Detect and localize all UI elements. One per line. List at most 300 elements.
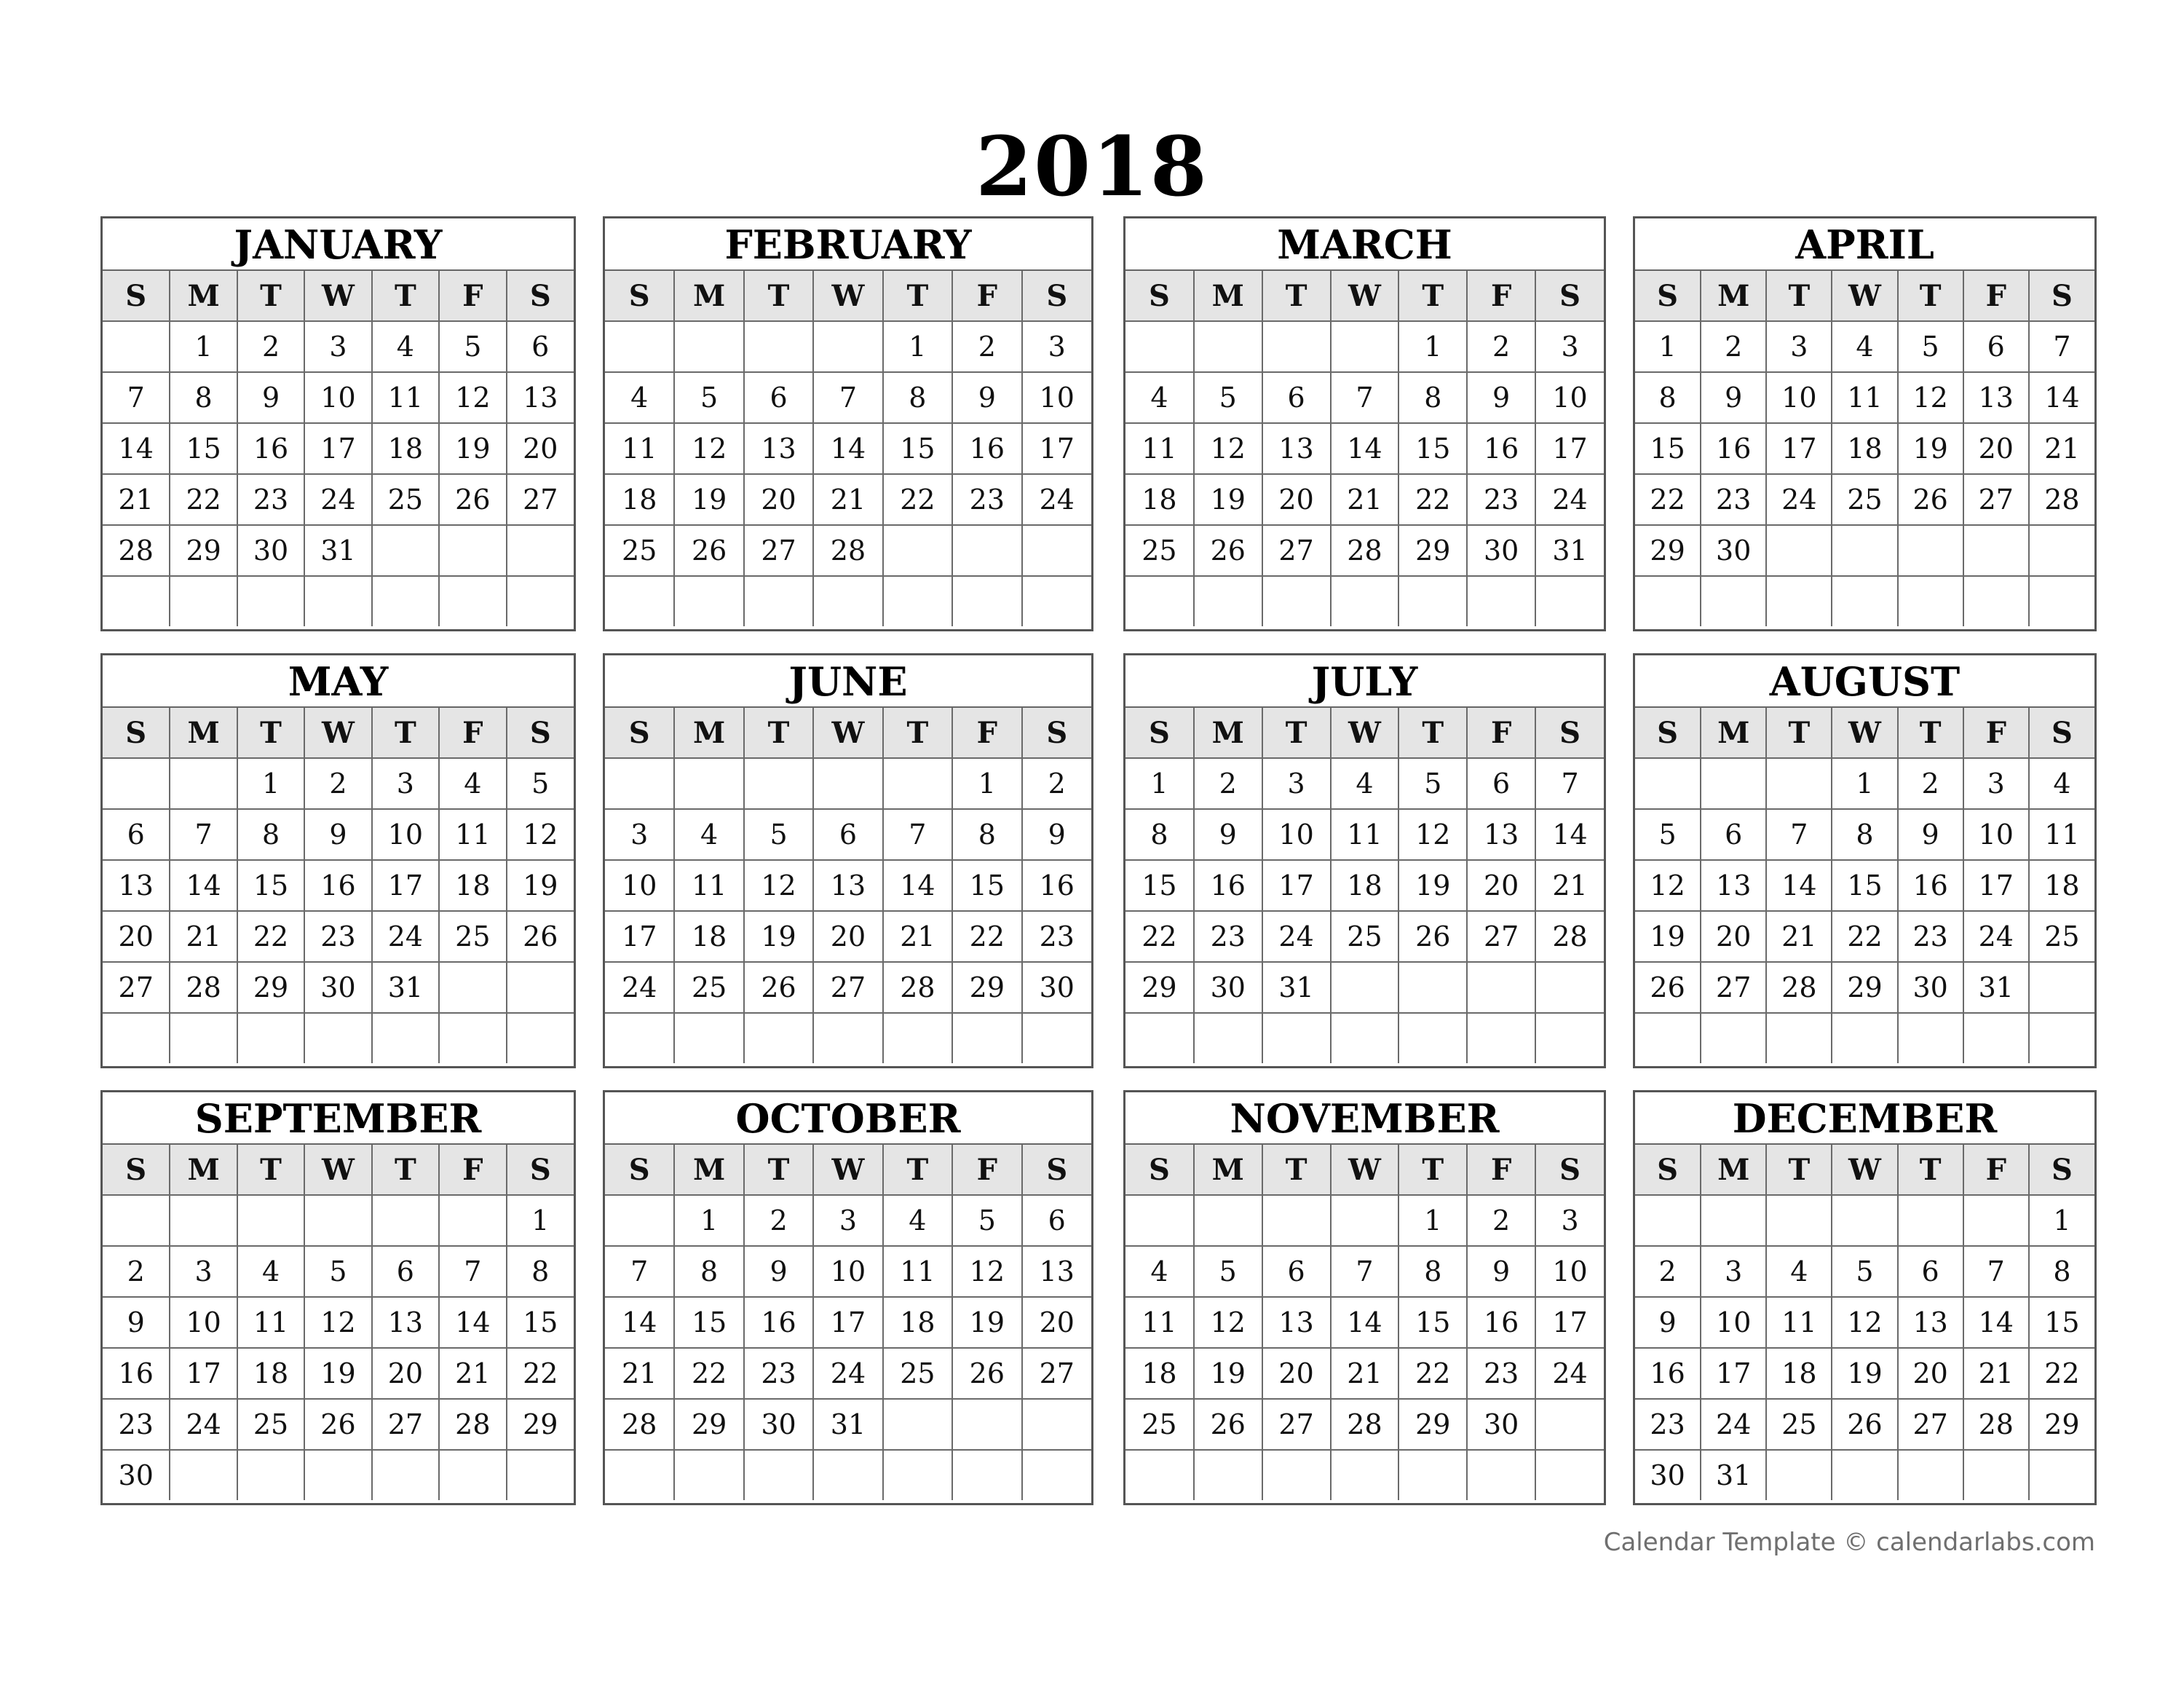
- weekday-header-row: [1635, 1145, 2094, 1195]
- weekday-label: F: [1467, 1145, 1535, 1195]
- weekday-label: M: [1701, 271, 1766, 321]
- day-cell: 27: [372, 1399, 439, 1450]
- week-row: [605, 860, 1091, 911]
- day-cell: 24: [1262, 911, 1331, 962]
- day-cell: 17: [372, 860, 439, 911]
- day-cell: 13: [372, 1297, 439, 1348]
- day-cell: [372, 576, 439, 626]
- day-cell: 4: [1766, 1246, 1832, 1297]
- weekday-label: T: [372, 708, 439, 758]
- day-cell: 15: [883, 423, 952, 474]
- week-row: [1125, 911, 1604, 962]
- day-cell: 2: [1022, 758, 1091, 809]
- day-cell: 29: [507, 1399, 574, 1450]
- day-cell: 1: [2029, 1195, 2094, 1246]
- month-august: [1633, 653, 2097, 1068]
- day-cell: 31: [372, 962, 439, 1013]
- week-row: [605, 962, 1091, 1013]
- day-cell: 7: [1331, 372, 1399, 423]
- weekday-label: T: [883, 1145, 952, 1195]
- day-cell: 25: [605, 525, 674, 576]
- weekday-label: S: [103, 708, 170, 758]
- month-days-table: [1635, 271, 2094, 626]
- day-cell: [813, 758, 882, 809]
- day-cell: [1125, 576, 1194, 626]
- day-cell: [1022, 1399, 1091, 1450]
- day-cell: [813, 1450, 882, 1500]
- day-cell: 14: [813, 423, 882, 474]
- weekday-label: W: [304, 271, 371, 321]
- day-cell: 24: [1535, 474, 1604, 525]
- month-april: [1633, 216, 2097, 631]
- week-row: [605, 1348, 1091, 1399]
- day-cell: [605, 1195, 674, 1246]
- month-name: OCTOBER: [605, 1092, 1091, 1145]
- weekday-label: T: [744, 1145, 813, 1195]
- day-cell: 27: [813, 962, 882, 1013]
- day-cell: 17: [1766, 423, 1832, 474]
- week-row: [605, 423, 1091, 474]
- week-row: [1125, 474, 1604, 525]
- day-cell: 28: [813, 525, 882, 576]
- weekday-label: T: [1398, 271, 1467, 321]
- weekday-label: F: [952, 708, 1021, 758]
- day-cell: 6: [1701, 809, 1766, 860]
- day-cell: 3: [1766, 321, 1832, 372]
- day-cell: [1194, 576, 1262, 626]
- day-cell: [674, 321, 743, 372]
- day-cell: [1963, 576, 2029, 626]
- day-cell: 8: [952, 809, 1021, 860]
- day-cell: 22: [170, 474, 237, 525]
- weekday-label: F: [952, 271, 1021, 321]
- day-cell: 8: [507, 1246, 574, 1297]
- day-cell: 14: [103, 423, 170, 474]
- day-cell: 2: [304, 758, 371, 809]
- day-cell: 17: [1963, 860, 2029, 911]
- day-cell: 15: [507, 1297, 574, 1348]
- day-cell: 12: [507, 809, 574, 860]
- day-cell: [1331, 1013, 1399, 1063]
- day-cell: [1331, 962, 1399, 1013]
- day-cell: 23: [1701, 474, 1766, 525]
- year-title: 2018: [976, 119, 1208, 215]
- day-cell: [1262, 1450, 1331, 1500]
- day-cell: [1467, 1450, 1535, 1500]
- day-cell: 28: [883, 962, 952, 1013]
- weekday-label: T: [237, 271, 304, 321]
- day-cell: [674, 1450, 743, 1500]
- day-cell: 3: [1701, 1246, 1766, 1297]
- day-cell: 23: [103, 1399, 170, 1450]
- day-cell: 4: [605, 372, 674, 423]
- day-cell: 15: [1398, 423, 1467, 474]
- week-row: [103, 525, 574, 576]
- day-cell: 13: [1262, 1297, 1331, 1348]
- day-cell: 29: [2029, 1399, 2094, 1450]
- day-cell: [1766, 576, 1832, 626]
- day-cell: 4: [1125, 372, 1194, 423]
- day-cell: [952, 1013, 1021, 1063]
- week-row: [1125, 1348, 1604, 1399]
- day-cell: 21: [883, 911, 952, 962]
- month-november: [1123, 1090, 1606, 1505]
- day-cell: [674, 758, 743, 809]
- day-cell: 29: [1398, 525, 1467, 576]
- day-cell: [744, 1013, 813, 1063]
- weekday-label: M: [1701, 708, 1766, 758]
- day-cell: 18: [1125, 474, 1194, 525]
- week-row: [1635, 1297, 2094, 1348]
- weekday-label: S: [1022, 271, 1091, 321]
- day-cell: 8: [170, 372, 237, 423]
- week-row: [605, 758, 1091, 809]
- day-cell: 22: [1832, 911, 1897, 962]
- day-cell: [1022, 576, 1091, 626]
- day-cell: 6: [1262, 372, 1331, 423]
- day-cell: 18: [1832, 423, 1897, 474]
- day-cell: 28: [170, 962, 237, 1013]
- day-cell: 10: [1963, 809, 2029, 860]
- day-cell: [605, 1013, 674, 1063]
- week-row: [605, 1195, 1091, 1246]
- day-cell: 29: [1125, 962, 1194, 1013]
- day-cell: [304, 1195, 371, 1246]
- day-cell: [1832, 525, 1897, 576]
- day-cell: 29: [170, 525, 237, 576]
- day-cell: [1535, 962, 1604, 1013]
- day-cell: 20: [1701, 911, 1766, 962]
- day-cell: [952, 576, 1021, 626]
- day-cell: 28: [2029, 474, 2094, 525]
- day-cell: [237, 1195, 304, 1246]
- week-row: [1125, 1450, 1604, 1500]
- day-cell: [1194, 1450, 1262, 1500]
- day-cell: [1766, 1450, 1832, 1500]
- day-cell: 8: [2029, 1246, 2094, 1297]
- week-row: [103, 1348, 574, 1399]
- day-cell: [1832, 1195, 1897, 1246]
- day-cell: 1: [507, 1195, 574, 1246]
- day-cell: 5: [1398, 758, 1467, 809]
- day-cell: 15: [237, 860, 304, 911]
- day-cell: 30: [1635, 1450, 1701, 1500]
- day-cell: 26: [1398, 911, 1467, 962]
- day-cell: 11: [237, 1297, 304, 1348]
- weekday-label: M: [674, 708, 743, 758]
- weekday-label: T: [744, 708, 813, 758]
- day-cell: 31: [1701, 1450, 1766, 1500]
- weekday-label: F: [952, 1145, 1021, 1195]
- day-cell: 14: [1331, 423, 1399, 474]
- day-cell: [1194, 321, 1262, 372]
- weekday-header-row: [1125, 271, 1604, 321]
- weekday-label: F: [439, 271, 506, 321]
- day-cell: 27: [103, 962, 170, 1013]
- day-cell: 25: [372, 474, 439, 525]
- day-cell: 6: [1262, 1246, 1331, 1297]
- day-cell: 7: [1331, 1246, 1399, 1297]
- day-cell: [237, 1013, 304, 1063]
- weekday-label: S: [1125, 708, 1194, 758]
- day-cell: [1635, 576, 1701, 626]
- day-cell: 9: [1467, 1246, 1535, 1297]
- day-cell: [1262, 321, 1331, 372]
- day-cell: 28: [1331, 525, 1399, 576]
- day-cell: [507, 576, 574, 626]
- day-cell: [744, 576, 813, 626]
- day-cell: 16: [952, 423, 1021, 474]
- week-row: [1635, 1450, 2094, 1500]
- day-cell: 5: [1635, 809, 1701, 860]
- day-cell: [1125, 1450, 1194, 1500]
- day-cell: 4: [237, 1246, 304, 1297]
- day-cell: 23: [744, 1348, 813, 1399]
- day-cell: [372, 525, 439, 576]
- day-cell: 3: [170, 1246, 237, 1297]
- day-cell: 16: [103, 1348, 170, 1399]
- weekday-label: S: [605, 1145, 674, 1195]
- day-cell: 21: [1331, 474, 1399, 525]
- day-cell: 6: [507, 321, 574, 372]
- week-row: [1125, 860, 1604, 911]
- day-cell: 14: [2029, 372, 2094, 423]
- day-cell: 22: [883, 474, 952, 525]
- day-cell: 15: [1398, 1297, 1467, 1348]
- weekday-label: S: [1022, 708, 1091, 758]
- day-cell: [1262, 1195, 1331, 1246]
- day-cell: [1898, 1013, 1963, 1063]
- week-row: [605, 1246, 1091, 1297]
- day-cell: 5: [1194, 1246, 1262, 1297]
- day-cell: 10: [170, 1297, 237, 1348]
- day-cell: [1635, 1195, 1701, 1246]
- week-row: [103, 1013, 574, 1063]
- day-cell: 10: [605, 860, 674, 911]
- day-cell: 5: [744, 809, 813, 860]
- day-cell: 20: [1963, 423, 2029, 474]
- month-february: [603, 216, 1093, 631]
- day-cell: 25: [237, 1399, 304, 1450]
- week-row: [103, 962, 574, 1013]
- day-cell: 21: [2029, 423, 2094, 474]
- month-name: FEBRUARY: [605, 218, 1091, 271]
- weekday-label: S: [1635, 708, 1701, 758]
- month-name: MAY: [103, 655, 574, 708]
- weekday-label: M: [1194, 271, 1262, 321]
- day-cell: [1701, 1013, 1766, 1063]
- day-cell: 6: [1963, 321, 2029, 372]
- day-cell: 11: [372, 372, 439, 423]
- day-cell: 30: [304, 962, 371, 1013]
- weekday-label: F: [1467, 271, 1535, 321]
- day-cell: [1535, 1399, 1604, 1450]
- day-cell: 9: [1635, 1297, 1701, 1348]
- week-row: [605, 809, 1091, 860]
- weekday-label: F: [1467, 708, 1535, 758]
- day-cell: 25: [674, 962, 743, 1013]
- day-cell: 13: [744, 423, 813, 474]
- day-cell: 16: [1701, 423, 1766, 474]
- weekday-label: T: [237, 1145, 304, 1195]
- day-cell: 28: [1963, 1399, 2029, 1450]
- day-cell: 23: [237, 474, 304, 525]
- weekday-label: S: [507, 708, 574, 758]
- day-cell: 10: [1022, 372, 1091, 423]
- day-cell: 17: [1022, 423, 1091, 474]
- month-days-table: [1635, 708, 2094, 1063]
- day-cell: 6: [1898, 1246, 1963, 1297]
- day-cell: 2: [1898, 758, 1963, 809]
- day-cell: 24: [372, 911, 439, 962]
- day-cell: 13: [1467, 809, 1535, 860]
- day-cell: [507, 1013, 574, 1063]
- day-cell: [1832, 1013, 1897, 1063]
- day-cell: 25: [439, 911, 506, 962]
- day-cell: [883, 576, 952, 626]
- week-row: [1125, 809, 1604, 860]
- day-cell: 31: [1535, 525, 1604, 576]
- day-cell: [372, 1013, 439, 1063]
- day-cell: 3: [1535, 321, 1604, 372]
- day-cell: 23: [1467, 1348, 1535, 1399]
- day-cell: 24: [813, 1348, 882, 1399]
- day-cell: [439, 1013, 506, 1063]
- day-cell: [2029, 1013, 2094, 1063]
- day-cell: 2: [1194, 758, 1262, 809]
- day-cell: 29: [674, 1399, 743, 1450]
- day-cell: 19: [1832, 1348, 1897, 1399]
- day-cell: 30: [237, 525, 304, 576]
- day-cell: 30: [1701, 525, 1766, 576]
- weekday-label: T: [1766, 271, 1832, 321]
- day-cell: 9: [304, 809, 371, 860]
- day-cell: [1898, 576, 1963, 626]
- day-cell: 1: [1832, 758, 1897, 809]
- day-cell: 7: [813, 372, 882, 423]
- day-cell: 21: [439, 1348, 506, 1399]
- month-name: MARCH: [1125, 218, 1604, 271]
- weekday-label: T: [1898, 271, 1963, 321]
- weekday-label: M: [170, 1145, 237, 1195]
- day-cell: 13: [1963, 372, 2029, 423]
- day-cell: 19: [674, 474, 743, 525]
- day-cell: 18: [674, 911, 743, 962]
- day-cell: 9: [103, 1297, 170, 1348]
- week-row: [1125, 1195, 1604, 1246]
- day-cell: 5: [674, 372, 743, 423]
- weekday-label: T: [372, 1145, 439, 1195]
- day-cell: [813, 576, 882, 626]
- day-cell: 14: [605, 1297, 674, 1348]
- day-cell: [170, 1450, 237, 1500]
- day-cell: 10: [372, 809, 439, 860]
- day-cell: 11: [1331, 809, 1399, 860]
- day-cell: 25: [1766, 1399, 1832, 1450]
- day-cell: 7: [2029, 321, 2094, 372]
- day-cell: 31: [813, 1399, 882, 1450]
- week-row: [103, 474, 574, 525]
- week-row: [103, 423, 574, 474]
- day-cell: 13: [813, 860, 882, 911]
- day-cell: 18: [1766, 1348, 1832, 1399]
- day-cell: 21: [1766, 911, 1832, 962]
- day-cell: 27: [1262, 525, 1331, 576]
- day-cell: 11: [1766, 1297, 1832, 1348]
- day-cell: [674, 576, 743, 626]
- week-row: [1125, 962, 1604, 1013]
- day-cell: [1963, 1013, 2029, 1063]
- day-cell: [1467, 576, 1535, 626]
- day-cell: 17: [1701, 1348, 1766, 1399]
- day-cell: [1766, 525, 1832, 576]
- day-cell: [1467, 1013, 1535, 1063]
- week-row: [605, 474, 1091, 525]
- day-cell: 19: [507, 860, 574, 911]
- day-cell: 20: [1898, 1348, 1963, 1399]
- day-cell: 25: [2029, 911, 2094, 962]
- day-cell: [1635, 1013, 1701, 1063]
- day-cell: [1262, 576, 1331, 626]
- week-row: [1635, 1348, 2094, 1399]
- day-cell: 14: [883, 860, 952, 911]
- day-cell: [439, 525, 506, 576]
- day-cell: 18: [1331, 860, 1399, 911]
- day-cell: 2: [1467, 321, 1535, 372]
- day-cell: 5: [439, 321, 506, 372]
- day-cell: 3: [605, 809, 674, 860]
- day-cell: 26: [1194, 1399, 1262, 1450]
- weekday-label: S: [2029, 1145, 2094, 1195]
- day-cell: 31: [1963, 962, 2029, 1013]
- day-cell: [439, 962, 506, 1013]
- day-cell: 9: [952, 372, 1021, 423]
- day-cell: [439, 1450, 506, 1500]
- month-days-table: [103, 271, 574, 626]
- week-row: [605, 525, 1091, 576]
- day-cell: 30: [1194, 962, 1262, 1013]
- week-row: [103, 321, 574, 372]
- weekday-label: S: [103, 271, 170, 321]
- day-cell: 8: [1635, 372, 1701, 423]
- day-cell: 2: [1467, 1195, 1535, 1246]
- day-cell: 20: [1022, 1297, 1091, 1348]
- day-cell: 18: [439, 860, 506, 911]
- day-cell: [1963, 1450, 2029, 1500]
- weekday-header-row: [103, 271, 574, 321]
- week-row: [103, 576, 574, 626]
- day-cell: [1766, 758, 1832, 809]
- day-cell: 2: [103, 1246, 170, 1297]
- day-cell: [605, 758, 674, 809]
- weekday-label: M: [170, 708, 237, 758]
- week-row: [1125, 1013, 1604, 1063]
- day-cell: 5: [952, 1195, 1021, 1246]
- day-cell: [1635, 758, 1701, 809]
- day-cell: [1331, 321, 1399, 372]
- day-cell: 27: [1963, 474, 2029, 525]
- day-cell: 21: [813, 474, 882, 525]
- day-cell: 3: [304, 321, 371, 372]
- day-cell: 23: [1898, 911, 1963, 962]
- day-cell: [1766, 1013, 1832, 1063]
- day-cell: 4: [2029, 758, 2094, 809]
- day-cell: [952, 1450, 1021, 1500]
- day-cell: 18: [883, 1297, 952, 1348]
- weekday-label: S: [507, 1145, 574, 1195]
- month-september: [100, 1090, 576, 1505]
- week-row: [605, 321, 1091, 372]
